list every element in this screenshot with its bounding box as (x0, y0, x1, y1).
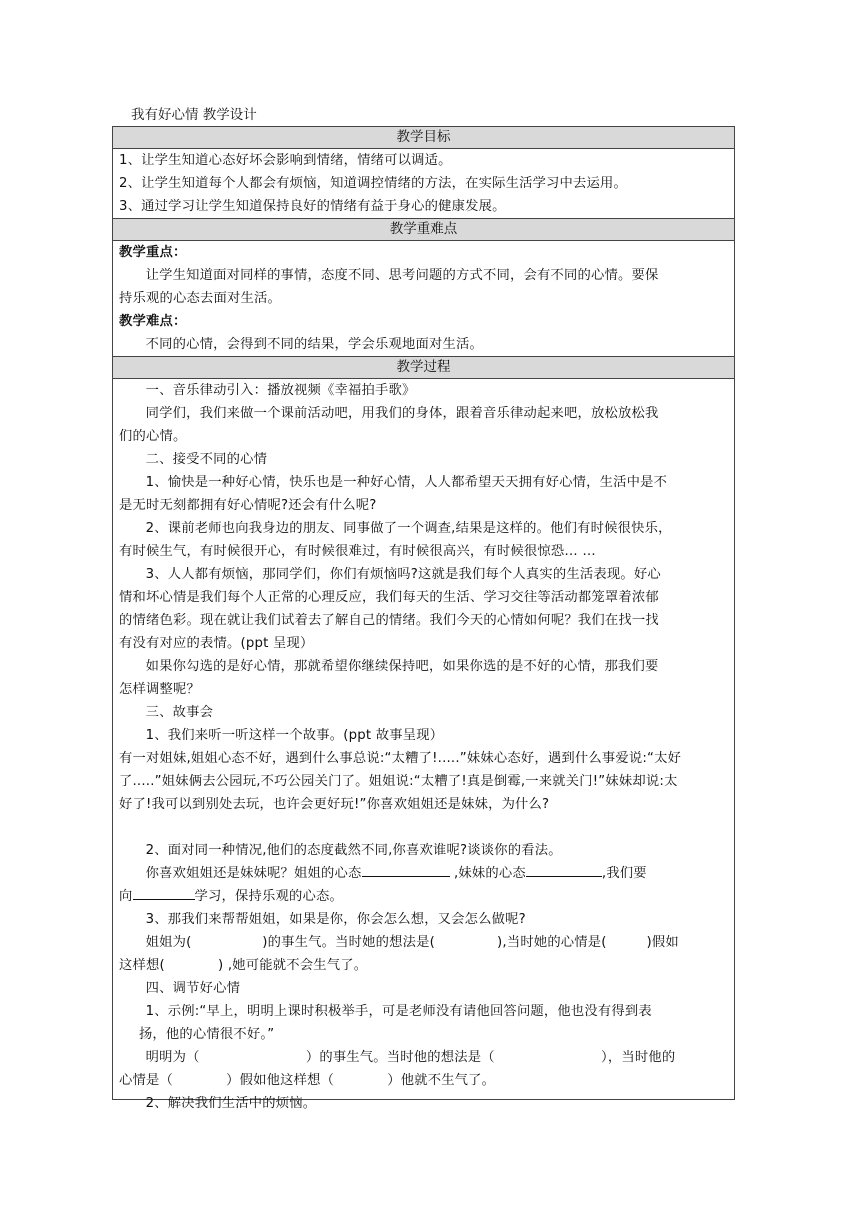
process-header: 教学过程 (113, 356, 734, 379)
process-line: 3、人人都有烦恼，那同学们，你们有烦恼吗?这就是我们每个人真实的生活表现。好心 (145, 567, 661, 582)
lesson-plan-table (112, 126, 735, 1111)
difficulty-label: 教学难点： (119, 314, 187, 329)
process-line: 是无时无刻都拥有好心情呢?还会有什么呢? (119, 498, 377, 513)
fill-in-text: 学习，保持乐观的心态。 (194, 889, 343, 904)
process-line: 三、故事会 (145, 705, 214, 720)
fill-in-text: ,我们要 (601, 866, 647, 881)
process-line: 们的心情。 (119, 429, 187, 444)
story-line: 有一对姐妹,姐姐心态不好，遇到什么事总说:“太糟了!.....”妹妹心态好，遇到什么事爱说:“太好 (119, 751, 682, 766)
process-line: 情和坏心情是我们每个人正常的心理反应，我们每天的生活、学习交往等活动都笼罩着浓郁 (119, 590, 659, 605)
process-line: 二、接受不同的心情 (145, 452, 268, 467)
goals-cell (113, 149, 734, 218)
blank-line (119, 816, 728, 839)
difficulty-text: 不同的心情，会得到不同的结果，学会乐观地面对生活。 (145, 337, 484, 352)
fill-in-line (119, 862, 728, 885)
process-line: 一、音乐律动引入：播放视频《幸福拍手歌》 (145, 383, 416, 398)
fill-in-text: ,妹妹的心态 (449, 866, 526, 881)
focus-text-cont: 持乐观的心态去面对生活。 (119, 291, 281, 306)
process-line: 1、愉快是一种好心情，快乐也是一种好心情，人人都希望天天拥有好心情，生活中是不 (145, 475, 668, 490)
process-cell (113, 379, 734, 1115)
story-line: 了.....”姐妹俩去公园玩,不巧公园关门了。姐姐说:“太糟了!真是倒霉,一来就关门!”妹妹却说:太 (119, 774, 678, 789)
process-line: 扬，他的心情很不好。” (138, 1027, 275, 1042)
fill-in-line: 这样想( ) ,她可能就不会生气了。 (119, 958, 368, 973)
process-line: 有没有对应的表情。(ppt 呈现） (119, 636, 314, 651)
goal-item: 3、通过学习让学生知道保持良好的情绪有益于身心的健康发展。 (119, 199, 506, 214)
story-line: 好了!我可以到别处去玩，也许会更好玩!”你喜欢姐姐还是妹妹，为什么? (119, 797, 550, 812)
goal-item: 2、让学生知道每个人都会有烦恼，知道调控情绪的方法，在实际生活学习中去运用。 (119, 176, 628, 191)
process-line: 同学们，我们来做一个课前活动吧，用我们的身体，跟着音乐律动起来吧，放松放松我 (145, 406, 659, 421)
answer-blank[interactable] (362, 862, 450, 877)
process-line: 如果你勾选的是好心情，那就希望你继续保持吧，如果你选的是不好的心情，那我们要 (145, 659, 659, 674)
fill-in-line: 姐姐为( )的事生气。当时她的想法是( ),当时她的心情是( )假如 (145, 935, 679, 950)
key-points-cell (113, 241, 734, 356)
process-line: 1、示例:“早上，明明上课时积极举手，可是老师没有请他回答问题，他也没有得到表 (145, 1004, 652, 1019)
process-line: 3、那我们来帮帮姐姐，如果是你，你会怎么想，又会怎么做呢? (145, 912, 526, 927)
process-line: 有时候生气，有时候很开心，有时候很难过，有时候很高兴，有时候很惊恐… … (119, 544, 596, 559)
process-line: 四、调节好心情 (145, 981, 241, 996)
fill-in-text: 你喜欢姐姐还是妹妹呢？姐姐的心态 (145, 866, 362, 881)
document-title: 我有好心情 教学设计 (131, 107, 257, 123)
process-line: 2、课前老师也向我身边的朋友、同事做了一个调查,结果是这样的。他们有时候很快乐， (145, 521, 672, 536)
focus-text: 让学生知道面对同样的事情，态度不同、思考问题的方式不同，会有不同的心情。要保 (145, 268, 659, 283)
fill-in-line: 明明为（ ）的事生气。当时他的想法是（ ），当时他的 (145, 1050, 676, 1065)
goal-item: 1、让学生知道心态好坏会影响到情绪，情绪可以调适。 (119, 153, 452, 168)
fill-in-text: 向 (119, 889, 133, 904)
fill-in-line (119, 885, 728, 908)
key-points-header: 教学重难点 (113, 218, 734, 241)
fill-in-line: 心情是（ ）假如他这样想（ ）他就不生气了。 (119, 1073, 496, 1088)
answer-blank[interactable] (133, 885, 195, 900)
process-line: 1、我们来听一听这样一个故事。(ppt 故事呈现） (145, 728, 444, 743)
process-line: 2、解决我们生活中的烦恼。 (145, 1096, 317, 1111)
answer-blank[interactable] (526, 862, 602, 877)
process-line: 的情绪色彩。现在就让我们试着去了解自己的情绪。我们今天的心情如何呢？我们在找一找 (119, 613, 659, 628)
process-line: 2、面对同一种情况,他们的态度截然不同,你喜欢谁呢?谈谈你的看法。 (145, 843, 562, 858)
goals-header: 教学目标 (113, 127, 734, 149)
process-line: 怎样调整呢？ (119, 682, 200, 697)
focus-label: 教学重点： (119, 245, 187, 260)
